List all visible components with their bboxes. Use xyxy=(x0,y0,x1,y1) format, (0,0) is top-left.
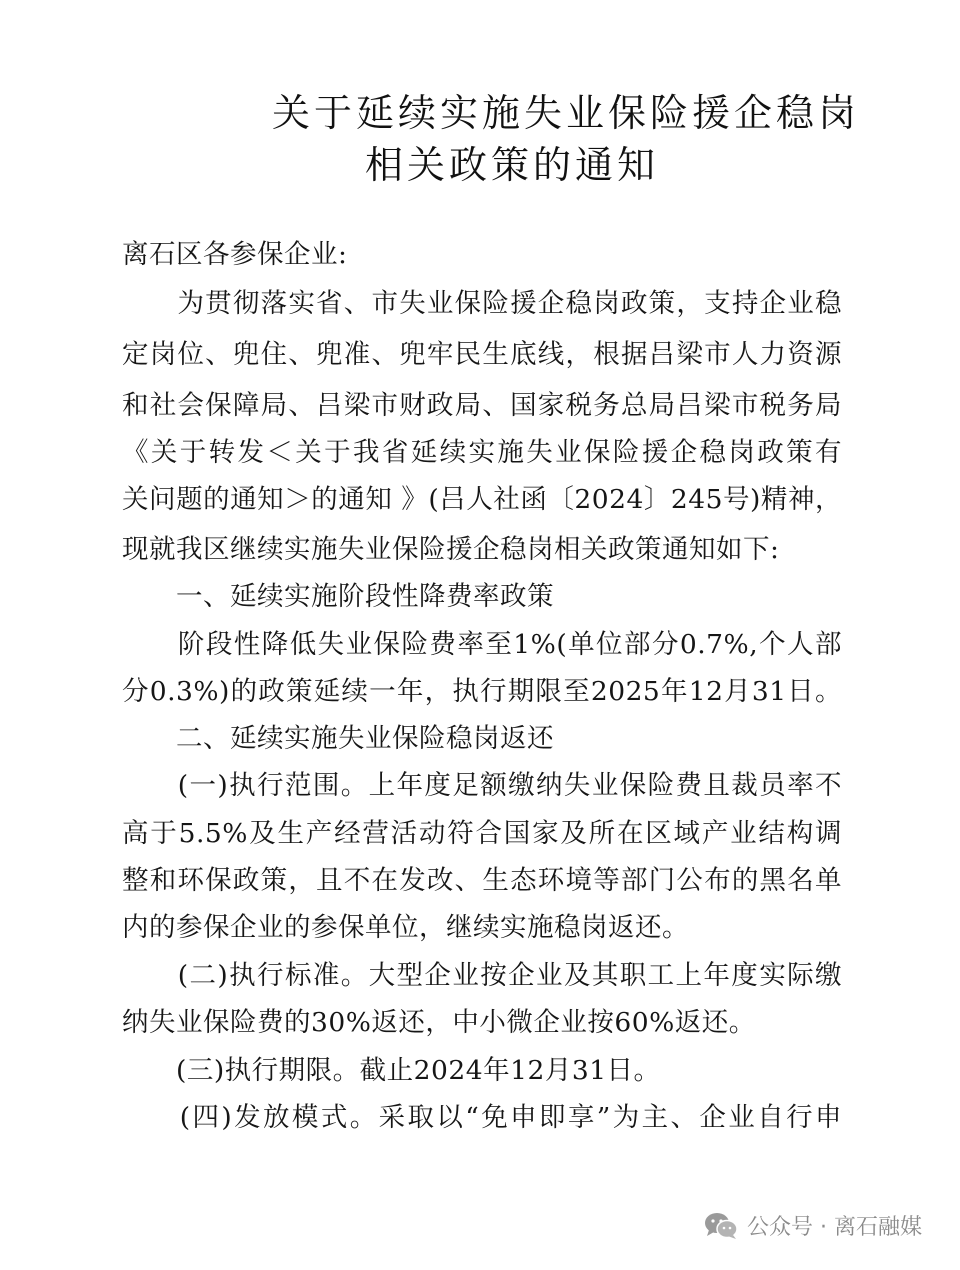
body-line: 现就我区继续实施失业保险援企稳岗相关政策通知如下: xyxy=(122,534,780,565)
body-line: (一)执行范围。上年度足额缴纳失业保险费且裁员率不 xyxy=(122,770,842,801)
body-line: 《关于转发＜关于我省延续实施失业保险援企稳岗政策有 xyxy=(122,437,842,468)
body-line: 定岗位、兜住、兜准、兜牢民生底线，根据吕梁市人力资源 xyxy=(122,339,842,370)
body-line: 高于5.5%及生产经营活动符合国家及所在区域产业结构调 xyxy=(122,818,842,849)
section-heading-1: 一、延续实施阶段性降费率政策 xyxy=(122,581,554,612)
wechat-icon xyxy=(703,1211,739,1241)
watermark-text: 公众号 · 离石融媒 xyxy=(747,1215,922,1240)
body-line: 整和环保政策，且不在发改、生态环境等部门公布的黑名单 xyxy=(122,865,842,896)
body-line: (三)执行期限。截止2024年12月31日。 xyxy=(122,1055,661,1086)
body-line: 关问题的通知＞的通知 》(吕人社函〔2024〕245号)精神， xyxy=(122,484,842,515)
salutation: 离石区各参保企业: xyxy=(122,239,348,270)
body-line: 和社会保障局、吕梁市财政局、国家税务总局吕梁市税务局 xyxy=(122,390,842,421)
body-line: 内的参保企业的参保单位，继续实施稳岗返还。 xyxy=(122,912,689,943)
section-heading-2: 二、延续实施失业保险稳岗返还 xyxy=(122,723,554,754)
body-line: (二)执行标准。大型企业按企业及其职工上年度实际缴 xyxy=(122,960,842,991)
body-line: 为贯彻落实省、市失业保险援企稳岗政策，支持企业稳 xyxy=(122,288,842,319)
body-line: 阶段性降低失业保险费率至1%(单位部分0.7%,个人部 xyxy=(122,629,842,660)
title-line-1: 关于延续实施失业保险援企稳岗 xyxy=(272,91,861,135)
body-line: 分0.3%)的政策延续一年，执行期限至2025年12月31日。 xyxy=(122,676,842,707)
body-line: (四)发放模式。采取以“免申即享”为主、企业自行申 xyxy=(122,1102,842,1133)
watermark xyxy=(703,1210,922,1241)
body-line: 纳失业保险费的30%返还，中小微企业按60%返还。 xyxy=(122,1007,756,1038)
title-line-2: 相关政策的通知 xyxy=(365,143,660,187)
